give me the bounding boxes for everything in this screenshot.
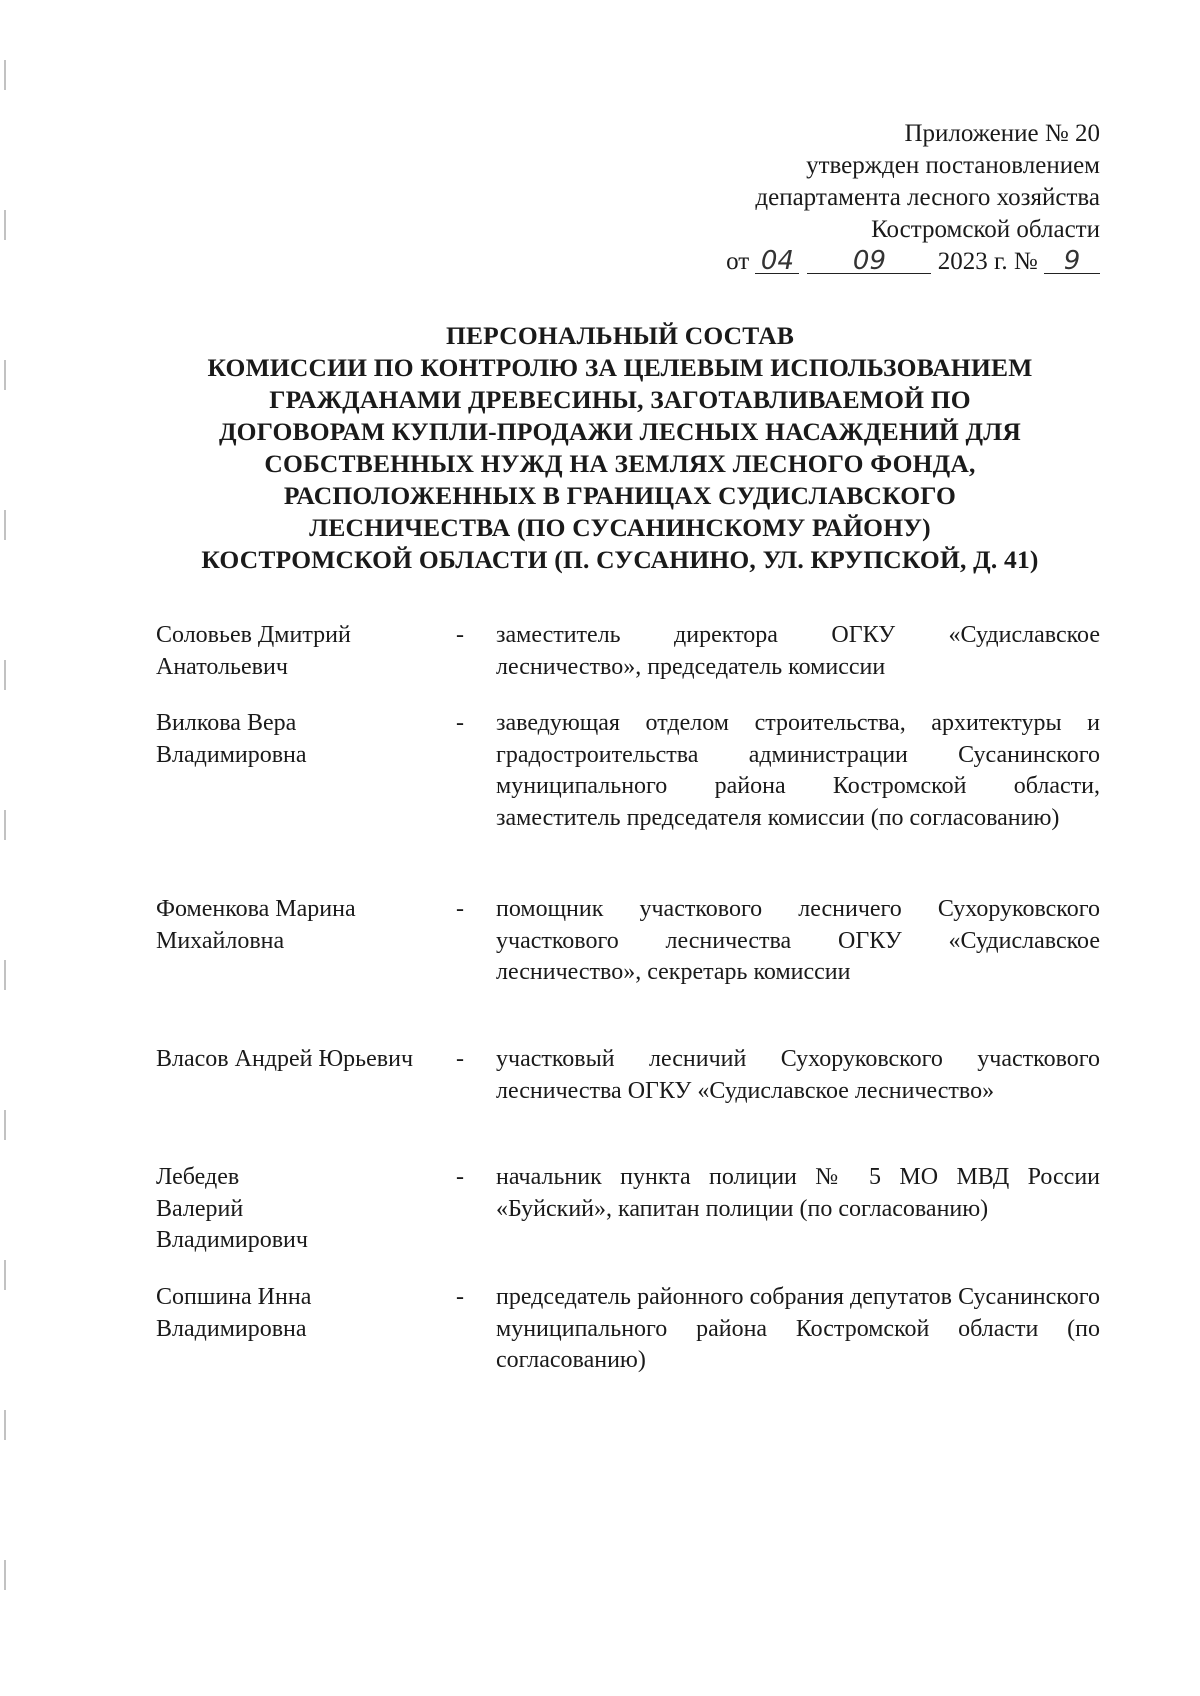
member-dash: - bbox=[456, 710, 464, 736]
approval-line: Приложение № 20 bbox=[904, 120, 1100, 147]
member-name: Соловьев Дмитрий Анатольевич bbox=[156, 622, 351, 680]
member-dash: - bbox=[456, 622, 464, 648]
approval-line: Костромской области bbox=[871, 216, 1100, 243]
handwritten-day: 04 bbox=[755, 249, 799, 274]
title-line: КОСТРОМСКОЙ ОБЛАСТИ (П. СУСАНИНО, УЛ. КРУПСКОЙ, Д. 41) bbox=[201, 545, 1039, 574]
approval-line: департамента лесного хозяйства bbox=[755, 184, 1100, 211]
approval-block bbox=[726, 118, 1100, 278]
title-line: СОБСТВЕННЫХ НУЖД НА ЗЕМЛЯХ ЛЕСНОГО ФОНДА, bbox=[264, 449, 976, 478]
member-role: председатель районного собрания депутатов Сусанинского муниципального района Костромской области (по согласованию) bbox=[496, 1284, 1100, 1373]
title-line: ДОГОВОРАМ КУПЛИ-ПРОДАЖИ ЛЕСНЫХ НАСАЖДЕНИЙ ДЛЯ bbox=[218, 417, 1022, 446]
member-name: Власов Андрей Юрьевич bbox=[156, 1046, 414, 1072]
title-line: ЛЕСНИЧЕСТВА (ПО СУСАНИНСКОМУ РАЙОНУ) bbox=[309, 513, 931, 542]
approval-line: утвержден постановлением bbox=[806, 152, 1100, 179]
member-name: Сопшина Инна Владимировна bbox=[156, 1284, 312, 1342]
member-name: Вилкова Вера Владимировна bbox=[156, 710, 307, 768]
handwritten-number: 9 bbox=[1044, 249, 1100, 274]
member-dash: - bbox=[456, 1046, 464, 1072]
date-prefix: от bbox=[726, 248, 750, 275]
member-role: заведующая отделом строительства, архитектуры и градостроительства администрации Сусанинского муниципального района Костромской области, заместитель председателя комиссии (по согласованию) bbox=[496, 710, 1100, 831]
approval-date-line bbox=[726, 246, 1100, 278]
date-year: 2023 г. № bbox=[937, 248, 1038, 275]
member-dash: - bbox=[456, 896, 464, 922]
title-line: ГРАЖДАНАМИ ДРЕВЕСИНЫ, ЗАГОТАВЛИВАЕМОЙ ПО bbox=[269, 385, 971, 414]
member-dash: - bbox=[456, 1164, 464, 1190]
title-line: КОМИССИИ ПО КОНТРОЛЮ ЗА ЦЕЛЕВЫМ ИСПОЛЬЗОВАНИЕМ bbox=[207, 353, 1033, 382]
member-name: Фоменкова Марина Михайловна bbox=[156, 896, 356, 954]
member-role: заместитель директора ОГКУ «Судиславское лесничество», председатель комиссии bbox=[496, 622, 1100, 680]
scan-edge-artifact bbox=[4, 0, 6, 1696]
title-line: ПЕРСОНАЛЬНЫЙ СОСТАВ bbox=[445, 321, 795, 350]
document-title bbox=[140, 320, 1100, 576]
handwritten-month: 09 bbox=[807, 249, 931, 274]
member-role: помощник участкового лесничего Сухоруковского участкового лесничества ОГКУ «Судиславское лесничество», секретарь комиссии bbox=[496, 896, 1100, 985]
title-line: РАСПОЛОЖЕННЫХ В ГРАНИЦАХ СУДИСЛАВСКОГО bbox=[283, 481, 957, 510]
member-name: Лебедев Валерий Владимирович bbox=[156, 1164, 308, 1253]
member-dash: - bbox=[456, 1284, 464, 1310]
member-role: участковый лесничий Сухоруковского участкового лесничества ОГКУ «Судиславское лесничество» bbox=[496, 1046, 1100, 1104]
member-role: начальник пункта полиции № 5 МО МВД России «Буйский», капитан полиции (по согласованию) bbox=[496, 1164, 1100, 1222]
